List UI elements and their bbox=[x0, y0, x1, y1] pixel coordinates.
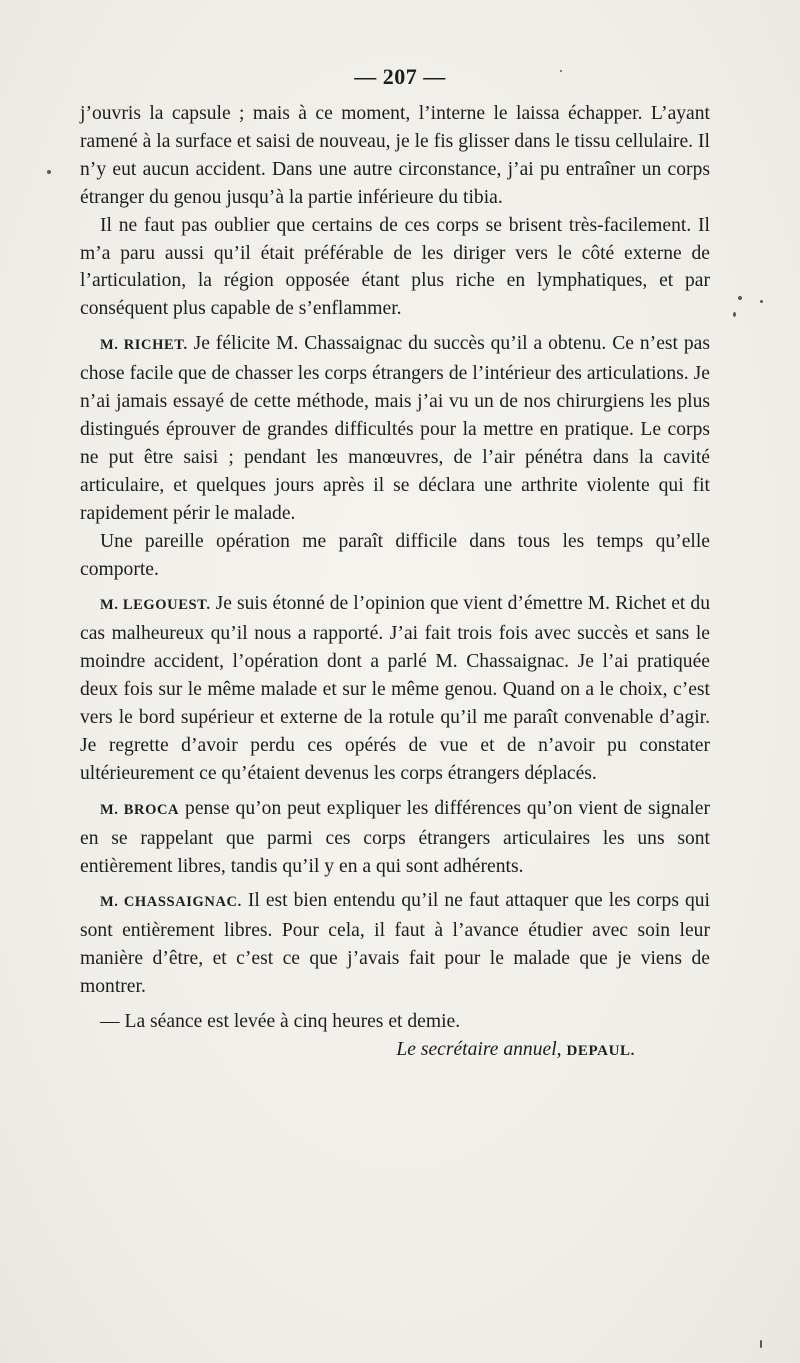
speaker-name: M. LEGOUEST. bbox=[100, 597, 211, 614]
body-text bbox=[80, 100, 710, 1066]
paragraph bbox=[80, 212, 710, 324]
speaker-name: M. BROCA bbox=[100, 801, 180, 818]
paragraph-chassaignac bbox=[80, 887, 710, 1001]
paragraph-text: pense qu’on peut expliquer les différences qu’on vient de signaler en se rappelant que parmi ces corps étrangers articulaires les uns sont entièrement libres, tandis qu’il y en a qui sont adhérents. bbox=[80, 797, 710, 877]
page-number: — 207 — bbox=[354, 64, 446, 89]
paragraph-broca bbox=[80, 795, 710, 881]
ink-speck bbox=[738, 296, 742, 300]
ink-speck bbox=[760, 300, 763, 303]
paragraph bbox=[80, 528, 710, 584]
paragraph-text: Il est bien entendu qu’il ne faut attaquer que les corps qui sont entièrement libres. Pour cela, il faut à l’avance étudier avec soin leur manière d’être, et c’est ce que j’avais fait pour le malade que je viens de montrer. bbox=[80, 890, 711, 998]
speaker-name: M. RICHET. bbox=[100, 337, 188, 354]
paragraph-text: Je félicite M. Chassaignac du succès qu’il a obtenu. Ce n’est pas chose facile que de chasser les corps étrangers de l’intérieur des articulations. Je n’ai jamais essayé de cette méthode, mais j’ai vu un de nos chirurgiens les plus distingués éprouver de grandes difficultés pour la mettre en pratique. Le corps ne put être saisi ; pendant les manœuvres, de l’air pénétra dans la cavité articulaire, et quelques jours après il se déclara une arthrite violente qui fit rapidement périr le malade. bbox=[80, 333, 710, 524]
speaker-name: M. CHASSAIGNAC. bbox=[100, 894, 242, 911]
signature bbox=[80, 1036, 710, 1066]
ink-speck bbox=[560, 70, 562, 72]
signature-role: Le secrétaire annuel, bbox=[396, 1039, 562, 1060]
paragraph-text: Il ne faut pas oublier que certains de ces corps se brisent très-facilement. Il m’a paru aussi qu’il était préférable de les diriger vers le côté externe de l’articulation, la région opposée étant plus riche en lymphatiques, et par conséquent plus capable de s’enflammer. bbox=[80, 214, 710, 320]
paragraph-legouest bbox=[80, 590, 710, 787]
paragraph-text: Je suis étonné de l’opinion que vient d’émettre M. Richet et du cas malheureux qu’il nous a rapporté. J’ai fait trois fois avec succès et sans le moindre accident, l’opération dont a parlé M. Chassaignac. Je l’ai pratiquée deux fois sur le même malade et sur le même genou. Quand on a le choix, c’est vers le bord supérieur et externe de la rotule qu’il me paraît convenable d’agir. Je regrette d’avoir perdu ces opérés de vue et de n’avoir pu constater ultérieurement ce qu’étaient devenus les corps étrangers déplacés. bbox=[80, 593, 710, 784]
ink-speck bbox=[760, 1340, 762, 1348]
signature-name: DEPAUL. bbox=[566, 1043, 635, 1059]
paragraph-text: Une pareille opération me paraît difficile dans tous les temps qu’elle comporte. bbox=[80, 530, 710, 580]
closing-line bbox=[80, 1008, 710, 1036]
paragraph bbox=[80, 100, 710, 212]
paragraph-richet bbox=[80, 330, 710, 527]
paragraph-text: — La séance est levée à cinq heures et demie. bbox=[100, 1011, 461, 1033]
ink-speck bbox=[733, 312, 736, 317]
paragraph-text: j’ouvris la capsule ; mais à ce moment, l’interne le laissa échapper. L’ayant ramené à la surface et saisi de nouveau, je le fis glisser dans le tissu cellulaire. Il n’y eut aucun accident. Dans une autre circonstance, j’ai pu entraîner un corps étranger du genou jusqu’à la partie inférieure du tibia. bbox=[80, 103, 710, 208]
ink-speck bbox=[47, 170, 51, 174]
